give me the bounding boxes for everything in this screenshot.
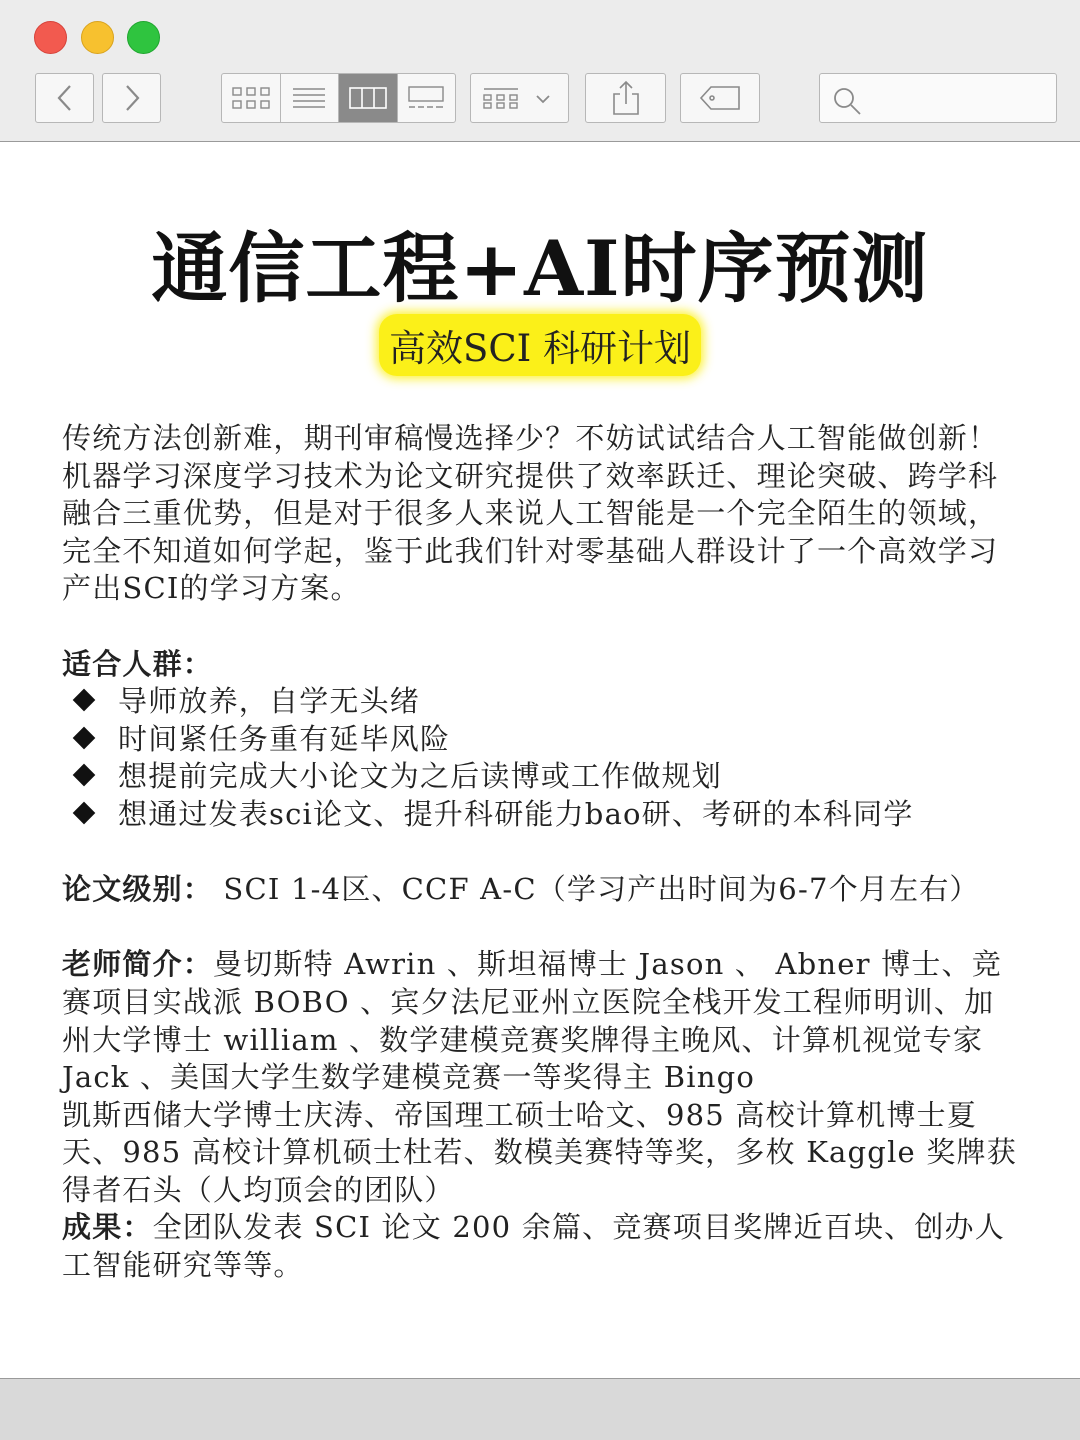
view-icons-button[interactable]: [222, 74, 281, 122]
teachers-heading: 老师简介：: [62, 947, 214, 982]
results-text: 全团队发表 SCI 论文 200 余篇、竞赛项目奖牌近百块、创办人工智能研究等等。: [62, 1210, 1005, 1283]
chevron-right-icon: [122, 83, 142, 113]
audience-item-text: 想提前完成大小论文为之后读博或工作做规划: [118, 759, 723, 794]
intro-paragraph-2: 机器学习深度学习技术为论文研究提供了效率跃迁、理论突破、跨学科融合三重优势，但是对于很多人来说人工智能是一个完全陌生的领域，完全不知道如何学起，鉴于此我们针对零基础人群设计了一个高效学习产出SCI的学习方案。: [62, 458, 999, 606]
forward-button[interactable]: [102, 73, 161, 123]
view-mode-selector: [221, 73, 456, 123]
audience-item-text: 想通过发表sci论文、提升科研能力bao研、考研的本科同学: [118, 796, 914, 831]
intro-paragraph-1: 传统方法创新难，期刊审稿慢选择少？不妨试试结合人工智能做创新！: [62, 421, 999, 455]
view-gallery-button[interactable]: [398, 74, 456, 122]
diamond-bullet-icon: [73, 689, 96, 712]
list-item: [62, 721, 1022, 759]
document-page: [0, 142, 1080, 1378]
page-title: 通信工程+AI时序预测: [151, 224, 929, 313]
search-field[interactable]: [819, 73, 1057, 123]
audience-list: [62, 683, 1022, 833]
list-item: [62, 758, 1022, 796]
paper-level-heading: 论文级别：: [62, 872, 214, 907]
teachers-paragraph-2: 凯斯西储大学博士庆涛、帝国理工硕士哈文、985 高校计算机博士夏天、985 高校计算机硕士杜若、数模美赛特等奖，多枚 Kaggle 奖牌获得者石头（人均顶会的团队）: [62, 1097, 1017, 1207]
window-toolbar: [0, 0, 1080, 142]
search-icon: [832, 86, 862, 116]
status-bar: [0, 1378, 1080, 1440]
view-columns-button[interactable]: [339, 74, 398, 122]
list-item: [62, 683, 1022, 721]
teachers-text: 曼切斯特 Awrin 、斯坦福博士 Jason 、 Abner 博士、竞赛项目实战派 BOBO 、宾夕法尼亚州立医院全栈开发工程师明训、加州大学博士 william 、数学建模竞赛奖牌得主晚风、计算机视觉专家 Jack 、美国大学生数学建模竞赛一等奖得主 Bingo: [62, 947, 1002, 1095]
highlighted-subtitle: 高效SCI 科研计划: [379, 314, 701, 376]
columns-icon: [349, 87, 387, 109]
view-list-button[interactable]: [281, 74, 340, 122]
document-body: [62, 420, 1022, 1285]
audience-item-text: 时间紧任务重有延毕风险: [118, 721, 451, 756]
zoom-window-button[interactable]: [127, 21, 160, 54]
group-by-button[interactable]: [470, 73, 569, 123]
grid-icon: [231, 86, 271, 110]
teachers-paragraph: [62, 946, 1022, 1096]
paper-level-paragraph: [62, 871, 1022, 909]
tag-button[interactable]: [680, 73, 760, 123]
results-paragraph: [62, 1209, 1022, 1284]
share-icon: [611, 80, 641, 116]
chevron-left-icon: [55, 83, 75, 113]
diamond-bullet-icon: [73, 726, 96, 749]
audience-item-text: 导师放养，自学无头绪: [118, 684, 421, 719]
paper-level-text: SCI 1-4区、CCF A-C（学习产出时间为6-7个月左右）: [213, 872, 980, 907]
results-heading: 成果：: [62, 1210, 153, 1245]
audience-heading: 适合人群：: [62, 646, 214, 681]
gallery-icon: [407, 86, 445, 110]
diamond-bullet-icon: [73, 802, 96, 825]
group-dropdown-icon: [482, 86, 558, 110]
minimize-window-button[interactable]: [81, 21, 114, 54]
tag-icon: [699, 85, 741, 111]
close-window-button[interactable]: [34, 21, 67, 54]
share-button[interactable]: [585, 73, 666, 123]
back-button[interactable]: [35, 73, 94, 123]
list-icon: [292, 87, 326, 109]
subtitle-container: [0, 314, 1080, 376]
list-item: [62, 796, 1022, 834]
diamond-bullet-icon: [73, 764, 96, 787]
